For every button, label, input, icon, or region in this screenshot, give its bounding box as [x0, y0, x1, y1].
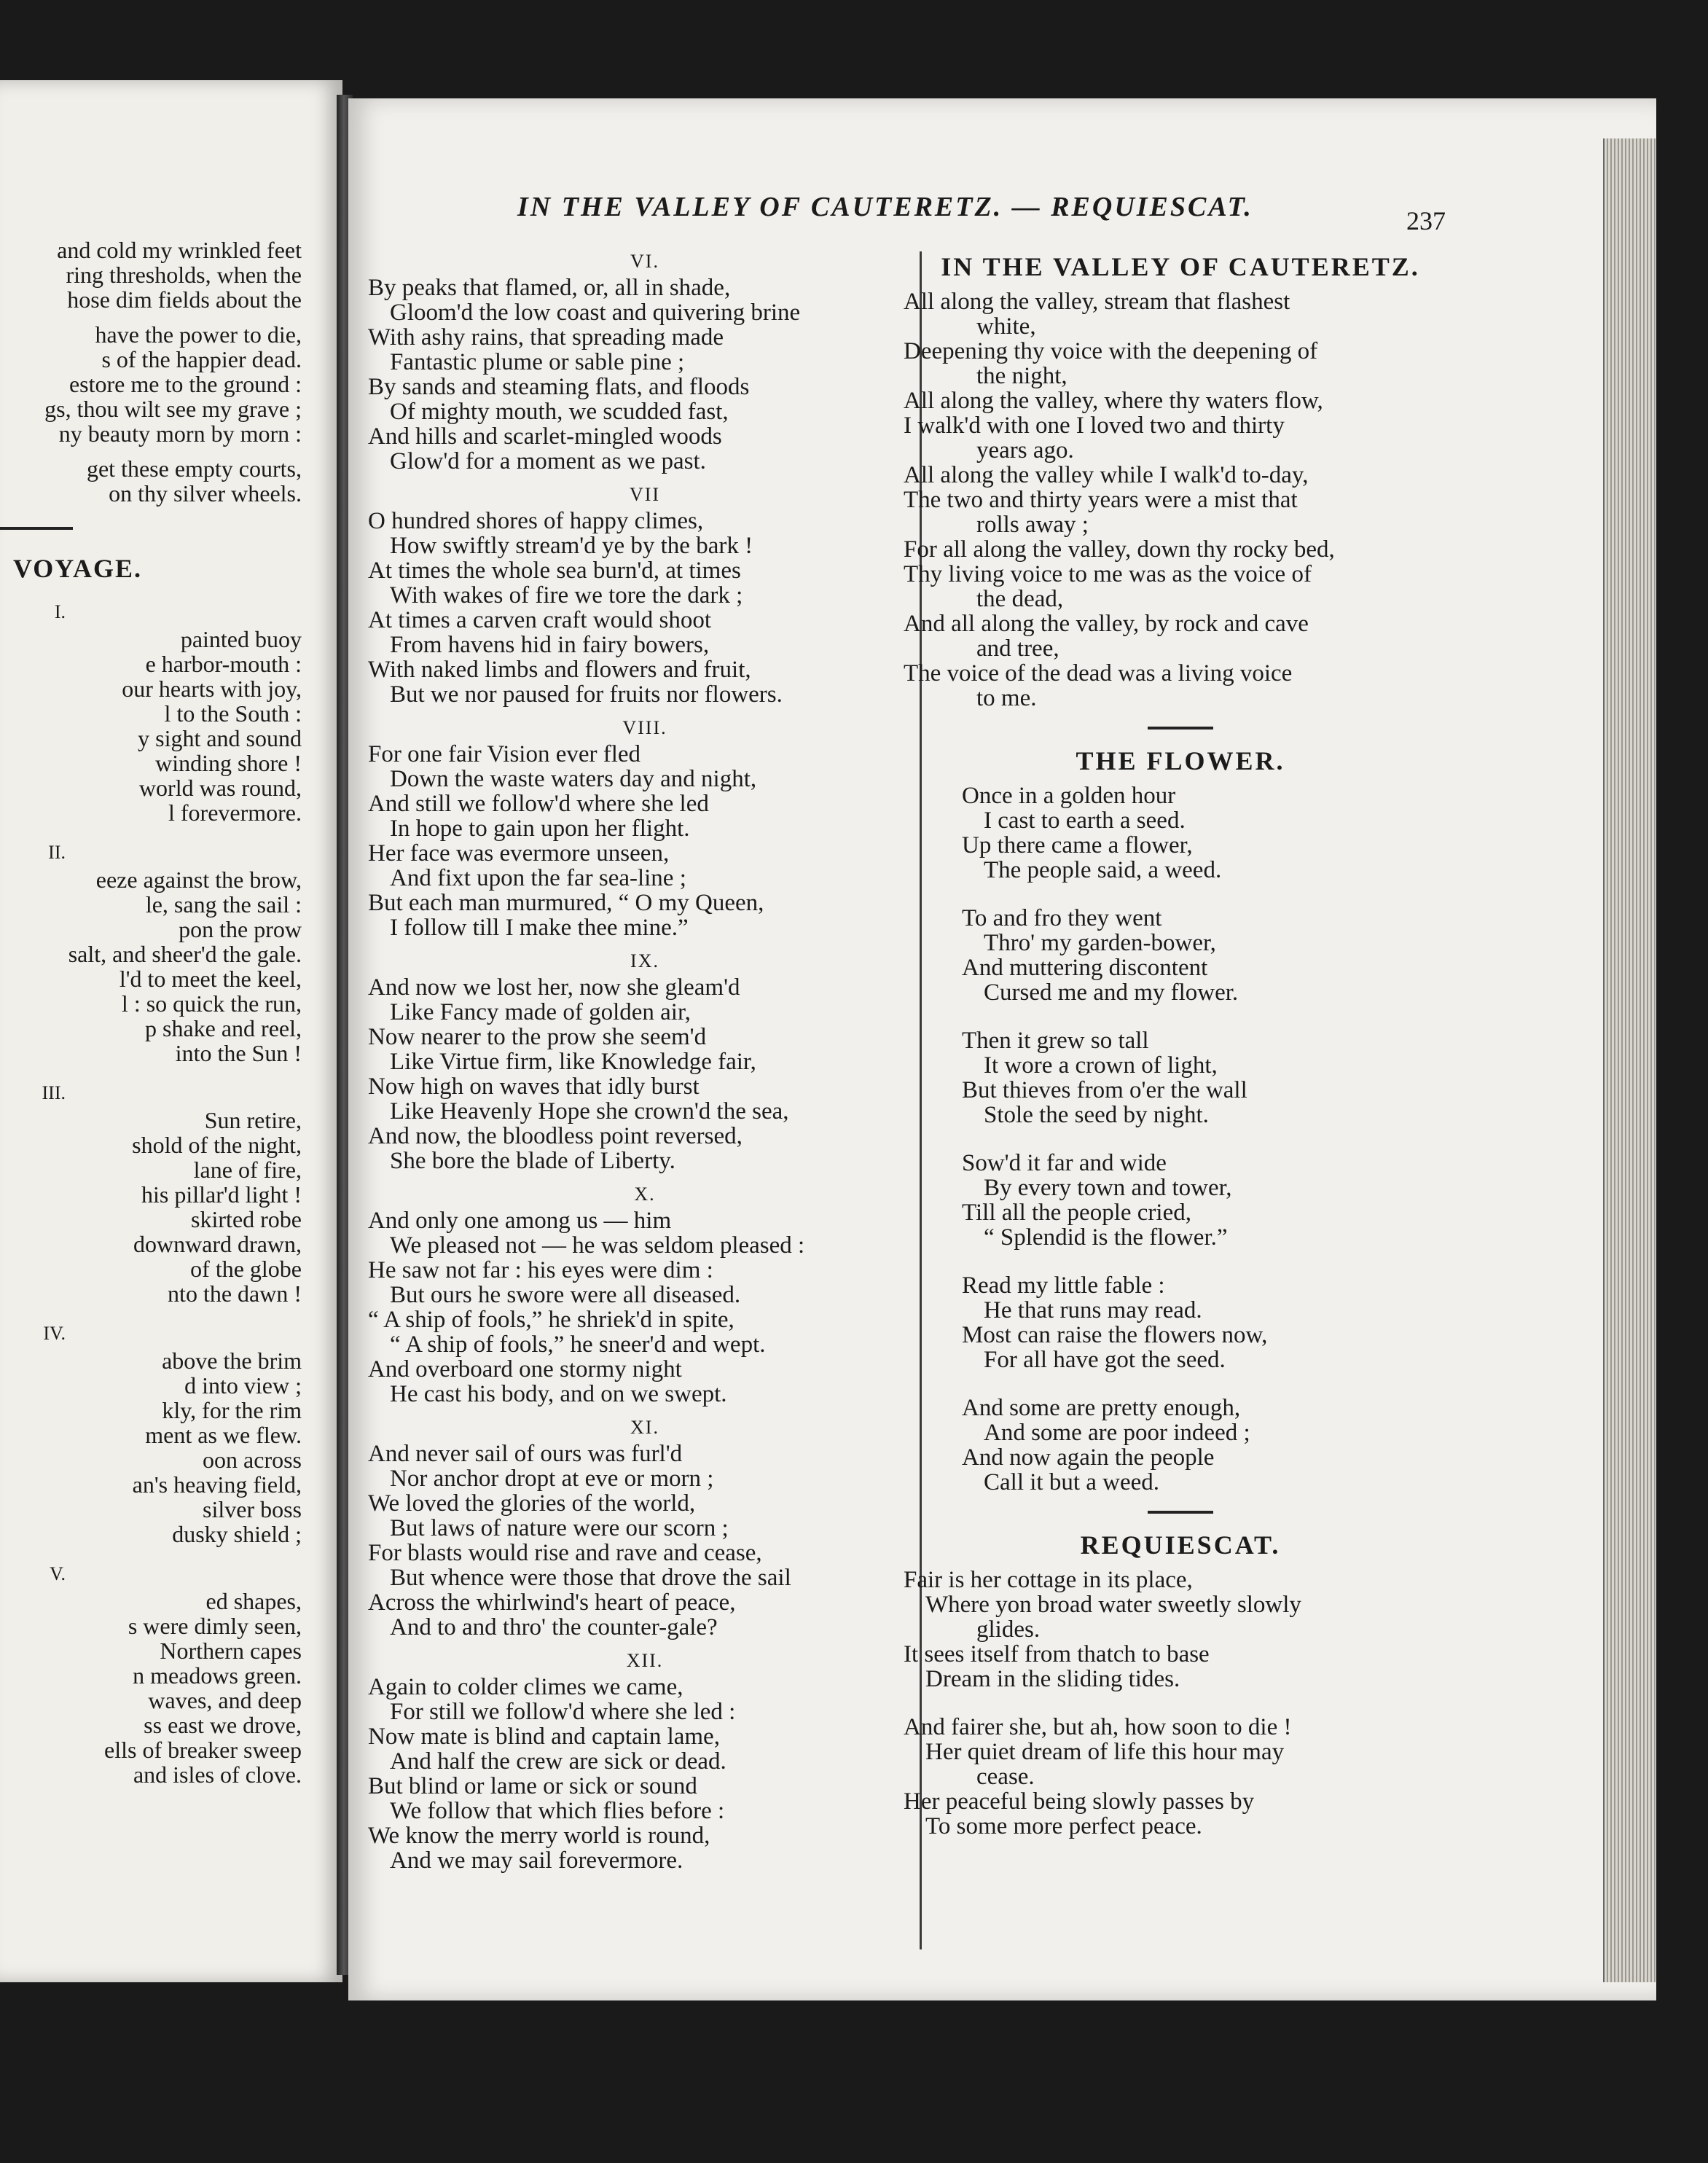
poem-line: the night,: [976, 363, 1068, 389]
previous-page-line: on thy silver wheels.: [109, 480, 302, 506]
previous-page-line: lane of fire,: [193, 1157, 302, 1183]
previous-page: [0, 80, 342, 1982]
poem-line: With ashy rains, that spreading made: [368, 324, 724, 351]
poem-line: glides.: [976, 1616, 1041, 1643]
previous-page-line: y sight and sound: [138, 725, 302, 751]
requiescat-stanza: [904, 1568, 1457, 1691]
poem-line: He that runs may read.: [984, 1297, 1202, 1323]
running-head: IN THE VALLEY OF CAUTERETZ. — REQUIESCAT.: [517, 192, 1253, 222]
poem-line: Thy living voice to me was as the voice of: [904, 561, 1312, 587]
section-numeral: VIII.: [622, 717, 667, 738]
right-column: [904, 251, 1457, 1839]
requiescat-stanza: [904, 1715, 1457, 1839]
poem-line: Of mighty mouth, we scudded fast,: [390, 399, 729, 425]
poem-line: At times a carven craft would shoot: [368, 607, 712, 633]
poem-line: But we nor paused for fruits nor flowers.: [390, 681, 783, 708]
flower-stanza: [904, 1396, 1457, 1495]
poem-line: But ours he swore were all diseased.: [390, 1282, 741, 1308]
voyage-poem-column: [368, 240, 922, 1873]
previous-page-line: winding shore !: [155, 750, 302, 776]
poem-line: Nor anchor dropt at eve or morn ;: [390, 1466, 714, 1492]
previous-page-line: ring thresholds, when the: [66, 262, 302, 288]
poem-line: Again to colder climes we came,: [368, 1674, 683, 1700]
poem-line: We know the merry world is round,: [368, 1823, 710, 1849]
poem-line: Her face was evermore unseen,: [368, 840, 670, 867]
previous-page-line: have the power to die,: [95, 321, 302, 348]
page-number: 237: [1406, 206, 1446, 235]
stanza-gap: [904, 1372, 1457, 1396]
previous-page-line: downward drawn,: [133, 1231, 302, 1257]
voyage-stanza: [368, 975, 922, 1173]
voyage-stanza: [368, 1208, 922, 1407]
section-rule: [1148, 1511, 1213, 1514]
previous-page-line: nto the dawn !: [168, 1280, 302, 1307]
poem-line: Deepening thy voice with the deepening of: [904, 338, 1318, 364]
voyage-stanza: [368, 275, 922, 474]
poem-line: And muttering discontent: [962, 955, 1208, 981]
section-numeral: X.: [634, 1184, 656, 1205]
previous-page-line: Northern capes: [160, 1638, 302, 1664]
poem-line: Like Virtue firm, like Knowledge fair,: [390, 1049, 756, 1075]
poem-line: At times the whole sea burn'd, at times: [368, 558, 741, 584]
previous-page-line: gs, thou wilt see my grave ;: [44, 396, 302, 422]
previous-page-line: and isles of clove.: [133, 1761, 302, 1788]
poem-line: And some are poor indeed ;: [984, 1420, 1250, 1446]
poem-line: The two and thirty years were a mist that: [904, 487, 1298, 513]
poem-line: For one fair Vision ever fled: [368, 741, 641, 767]
poem-line: Fantastic plume or sable pine ;: [390, 349, 685, 375]
stanza-gap: [904, 1250, 1457, 1273]
previous-page-line: l : so quick the run,: [121, 990, 302, 1017]
poem-line: Down the waste waters day and night,: [390, 766, 757, 792]
poem-line: Gloom'd the low coast and quivering brine: [390, 300, 801, 326]
stanza-gap: [904, 1691, 1457, 1715]
previous-page-line: skirted robe: [191, 1206, 302, 1232]
poem-line: Now high on waves that idly burst: [368, 1073, 700, 1100]
voyage-stanza: [368, 1442, 922, 1640]
previous-page-line: his pillar'd light !: [141, 1181, 302, 1208]
previous-page-line: shold of the night,: [132, 1132, 302, 1158]
poem-line: The voice of the dead was a living voice: [904, 660, 1293, 687]
poem-line: “ Splendid is the flower.”: [984, 1224, 1228, 1251]
poem-line: Now mate is blind and captain lame,: [368, 1724, 720, 1750]
previous-page-line: e harbor-mouth :: [145, 651, 302, 677]
previous-page-line: and cold my wrinkled feet: [57, 237, 302, 263]
poem-line: To and fro they went: [962, 905, 1162, 931]
cauteretz-poem: [904, 289, 1457, 711]
flower-stanza: [904, 1273, 1457, 1372]
poem-line: We pleased not — he was seldom pleased :: [390, 1232, 805, 1259]
poem-line: And overboard one stormy night: [368, 1356, 682, 1382]
previous-page-line: eeze against the brow,: [95, 867, 302, 893]
poem-line: “ A ship of fools,” he sneer'd and wept.: [390, 1331, 766, 1358]
poem-line: But blind or lame or sick or sound: [368, 1773, 697, 1799]
poem-line: the dead,: [976, 586, 1064, 612]
poem-line: I follow till I make thee mine.”: [390, 915, 689, 941]
poem-line: Like Fancy made of golden air,: [390, 999, 691, 1025]
section-numeral: XII.: [626, 1650, 664, 1671]
poem-line: Thro' my garden-bower,: [984, 930, 1216, 956]
poem-line: Fair is her cottage in its place,: [904, 1567, 1193, 1593]
poem-line: “ A ship of fools,” he shriek'd in spite,: [368, 1307, 734, 1333]
flower-stanza: [904, 783, 1457, 883]
previous-page-line: l'd to meet the keel,: [119, 966, 302, 992]
poem-line: O hundred shores of happy climes,: [368, 508, 704, 534]
poem-line: And some are pretty enough,: [962, 1395, 1241, 1421]
poem-line: With naked limbs and flowers and fruit,: [368, 657, 751, 683]
poem-line: I walk'd with one I loved two and thirty: [904, 412, 1285, 439]
poem-line: The people said, a weed.: [984, 857, 1222, 883]
poem-line: Like Heavenly Hope she crown'd the sea,: [390, 1098, 789, 1124]
previous-page-line: into the Sun !: [175, 1040, 302, 1066]
poem-line: In hope to gain upon her flight.: [390, 815, 690, 842]
poem-line: He cast his body, and on we swept.: [390, 1381, 727, 1407]
flower-poem: [904, 783, 1457, 1495]
previous-page-line: pon the prow: [179, 916, 302, 942]
previous-page-line: ny beauty morn by morn :: [58, 421, 302, 447]
previous-page-line: ed shapes,: [205, 1588, 302, 1614]
section-numeral: IV.: [43, 1323, 66, 1344]
poem-line: And now, the bloodless point reversed,: [368, 1123, 743, 1149]
poem-line: Her quiet dream of life this hour may: [925, 1739, 1285, 1765]
poem-line: Where yon broad water sweetly slowly: [925, 1592, 1301, 1618]
poem-line: I cast to earth a seed.: [984, 807, 1186, 834]
previous-page-line: our hearts with joy,: [122, 676, 302, 702]
poem-line: And to and thro' the counter-gale?: [390, 1614, 718, 1640]
previous-page-line: an's heaving field,: [132, 1471, 302, 1498]
poem-line: Most can raise the flowers now,: [962, 1322, 1268, 1348]
poem-line: For still we follow'd where she led :: [390, 1699, 736, 1725]
previous-page-line: painted buoy: [180, 626, 302, 652]
previous-page-line: l forevermore.: [168, 799, 302, 826]
poem-line: It wore a crown of light,: [984, 1052, 1218, 1079]
poem-line: She bore the blade of Liberty.: [390, 1148, 675, 1174]
section-numeral: VI.: [630, 251, 659, 272]
poem-line: For all along the valley, down thy rocky bed,: [904, 536, 1335, 563]
poem-line: Glow'd for a moment as we past.: [390, 448, 706, 474]
poem-line: He saw not far : his eyes were dim :: [368, 1257, 713, 1283]
poem-line: For blasts would rise and rave and cease,: [368, 1540, 762, 1566]
poem-line: Now nearer to the prow she seem'd: [368, 1024, 707, 1050]
poem-line: By peaks that flamed, or, all in shade,: [368, 275, 731, 301]
poem-line: And half the crew are sick or dead.: [390, 1748, 726, 1775]
poem-line: We follow that which flies before :: [390, 1798, 725, 1824]
poem-line: Till all the people cried,: [962, 1200, 1191, 1226]
poem-line: cease.: [976, 1764, 1035, 1790]
flower-stanza: [904, 906, 1457, 1005]
previous-page-line: world was round,: [138, 775, 302, 801]
poem-line: And now again the people: [962, 1444, 1215, 1471]
page-edges: [1603, 138, 1656, 1982]
poem-line: Once in a golden hour: [962, 783, 1176, 809]
poem-line: All along the valley while I walk'd to-day,: [904, 462, 1309, 488]
previous-page-line: l to the South :: [164, 700, 302, 727]
poem-line: And fairer she, but ah, how soon to die !: [904, 1714, 1292, 1740]
previous-page-line: n meadows green.: [133, 1662, 302, 1689]
section-rule: [0, 527, 73, 530]
poem-line: And all along the valley, by rock and cave: [904, 611, 1309, 637]
poem-line: Cursed me and my flower.: [984, 979, 1239, 1006]
section-rule: [1148, 727, 1213, 730]
previous-page-line: estore me to the ground :: [68, 371, 302, 397]
poem-line: All along the valley, stream that flashest: [904, 289, 1290, 315]
previous-page-line: d into view ;: [184, 1372, 302, 1399]
poem-line: Then it grew so tall: [962, 1028, 1149, 1054]
poem-line: Across the whirlwind's heart of peace,: [368, 1589, 736, 1616]
previous-page-line: p shake and reel,: [144, 1015, 302, 1041]
previous-page-line: above the brim: [162, 1348, 302, 1374]
poem-line: Her peaceful being slowly passes by: [904, 1788, 1255, 1815]
poem-line: Up there came a flower,: [962, 832, 1193, 858]
poem-line: From havens hid in fairy bowers,: [390, 632, 710, 658]
poem-line: How swiftly stream'd ye by the bark !: [390, 533, 753, 559]
previous-page-line: dusky shield ;: [172, 1521, 302, 1547]
previous-page-line: s of the happier dead.: [101, 346, 302, 372]
poem-line: Stole the seed by night.: [984, 1102, 1209, 1128]
poem-line: And fixt upon the far sea-line ;: [390, 865, 686, 891]
flower-stanza: [904, 1151, 1457, 1250]
poem-line: rolls away ;: [976, 512, 1089, 538]
poem-line: and tree,: [976, 635, 1059, 662]
previous-page-line: ment as we flew.: [145, 1422, 302, 1448]
section-numeral: VII: [629, 484, 661, 505]
poem-line: And now we lost her, now she gleam'd: [368, 974, 740, 1001]
poem-line: For all have got the seed.: [984, 1347, 1226, 1373]
voyage-stanza: [368, 509, 922, 707]
voyage-stanza: [368, 742, 922, 940]
previous-page-line: Sun retire,: [204, 1107, 302, 1133]
section-numeral: V.: [50, 1563, 66, 1584]
requiescat-title: REQUIESCAT.: [1080, 1530, 1281, 1560]
previous-page-line: ss east we drove,: [144, 1712, 302, 1738]
poem-line: By every town and tower,: [984, 1175, 1232, 1201]
flower-title: THE FLOWER.: [1076, 746, 1285, 775]
poem-line: And we may sail forevermore.: [390, 1847, 683, 1874]
poem-line: And never sail of ours was furl'd: [368, 1441, 683, 1467]
section-numeral: I.: [54, 601, 66, 622]
poem-line: And only one among us — him: [368, 1208, 672, 1234]
poem-line: To some more perfect peace.: [925, 1813, 1202, 1839]
flower-stanza: [904, 1028, 1457, 1127]
previous-page-line: s were dimly seen,: [128, 1613, 302, 1639]
previous-page-line: ells of breaker sweep: [104, 1737, 302, 1763]
poem-line: All along the valley, where thy waters flow,: [904, 388, 1323, 414]
poem-line: Dream in the sliding tides.: [925, 1666, 1180, 1692]
previous-page-line: salt, and sheer'd the gale.: [68, 941, 302, 967]
stanza-gap: [904, 1127, 1457, 1151]
poem-line: With wakes of fire we tore the dark ;: [390, 582, 743, 609]
poem-line: white,: [976, 313, 1036, 340]
stanza-gap: [904, 883, 1457, 906]
previous-page-line: silver boss: [203, 1496, 302, 1522]
section-numeral: II.: [48, 842, 66, 863]
section-numeral: IX.: [630, 950, 659, 971]
previous-page-line: get these empty courts,: [86, 455, 302, 482]
poem-line: Call it but a weed.: [984, 1469, 1160, 1495]
poem-line: Read my little fable :: [962, 1272, 1165, 1299]
poem-line: And hills and scarlet-mingled woods: [368, 423, 722, 450]
voyage-stanza: [368, 1675, 922, 1873]
stanza-gap: [904, 1005, 1457, 1028]
cauteretz-title: IN THE VALLEY OF CAUTERETZ.: [941, 252, 1420, 281]
poem-line: We loved the glories of the world,: [368, 1490, 696, 1517]
previous-poem-title: VOYAGE.: [13, 554, 142, 583]
section-numeral: III.: [42, 1082, 66, 1103]
section-numeral: XI.: [630, 1417, 659, 1438]
poem-line: By sands and steaming flats, and floods: [368, 374, 750, 400]
poem-line: Sow'd it far and wide: [962, 1150, 1167, 1176]
poem-line: years ago.: [976, 437, 1074, 464]
poem-line: And still we follow'd where she led: [368, 791, 709, 817]
poem-line: But each man murmured, “ O my Queen,: [368, 890, 764, 916]
previous-page-line: waves, and deep: [148, 1687, 302, 1713]
poem-line: But thieves from o'er the wall: [962, 1077, 1247, 1103]
poem-line: to me.: [976, 685, 1037, 711]
poem-line: But laws of nature were our scorn ;: [390, 1515, 729, 1541]
poem-line: It sees itself from thatch to base: [904, 1641, 1210, 1667]
requiescat-poem: [904, 1568, 1457, 1839]
previous-page-line: le, sang the sail :: [145, 891, 302, 918]
previous-page-line: kly, for the rim: [162, 1397, 302, 1423]
previous-page-line: of the globe: [190, 1256, 302, 1282]
previous-page-line: hose dim fields about the: [67, 286, 302, 313]
poem-line: But whence were those that drove the sail: [390, 1565, 791, 1591]
previous-page-line: oon across: [203, 1447, 302, 1473]
